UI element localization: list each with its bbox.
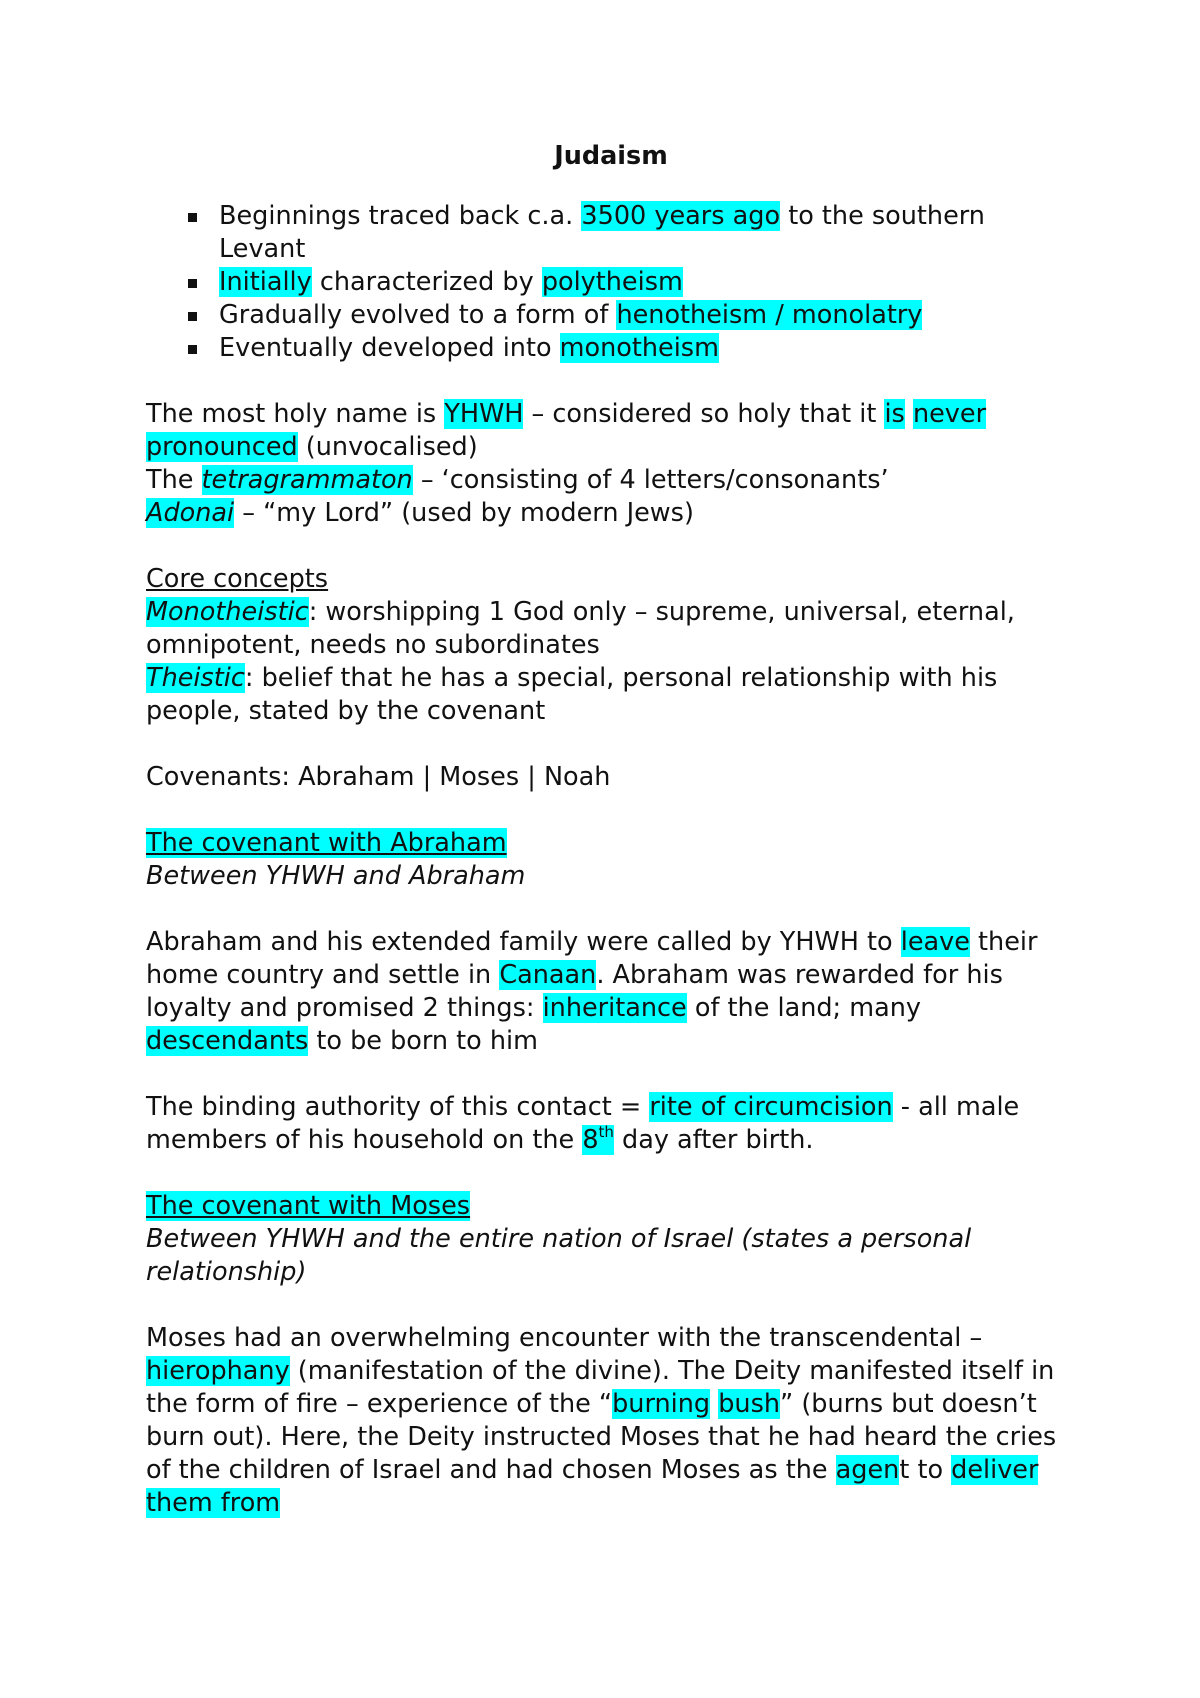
moses-heading: The covenant with Moses [146,1191,471,1221]
highlight: descendants [146,1026,309,1056]
highlight: bush [718,1389,781,1419]
highlight: never [912,399,987,429]
highlight: pronounced [146,432,298,462]
abraham-paragraph: Abraham and his extended family were called by YHWH to leave their home country and settle in Canaan. Abraham was rewarded for his loyalty and promised 2 things: inheritance of the land; many descendants to be born to him [146,927,1038,1056]
theistic-definition: Theistic: belief that he has a special, personal relationship with his people, stated by the covenant [146,663,998,726]
highlight: Theistic [146,663,245,693]
adonai-line: Adonai – “my Lord” (used by modern Jews) [146,498,694,528]
highlight: burning [612,1389,711,1419]
bullet-item: Initially characterized by polytheism [219,266,1076,299]
highlight: monotheism [559,333,719,363]
highlight: leave [900,927,970,957]
highlight: Adonai [146,498,235,528]
bullet-item: Eventually developed into monotheism [219,332,1076,365]
abraham-subheading: Between YHWH and Abraham [146,861,526,891]
monotheistic-definition: Monotheistic: worshipping 1 God only – supreme, universal, eternal, omnipotent, needs no subordinates [146,597,1015,660]
circumcision-paragraph: The binding authority of this contact = rite of circumcision - all male members of his household on the 8th day after birth. [146,1092,1020,1155]
intro-bullet-list [146,200,1076,365]
highlight: hierophany [146,1356,290,1386]
bullet-item: Beginnings traced back c.a. 3500 years ago to the southern Levant [219,200,1076,266]
tetragrammaton-line: The tetragrammaton – ‘consisting of 4 letters/consonants’ [146,465,889,495]
bullet-item: Gradually evolved to a form of henotheism / monolatry [219,299,1076,332]
highlight: polytheism [541,267,683,297]
highlight: inheritance [542,993,687,1023]
highlight: 8th [582,1123,614,1155]
abraham-heading: The covenant with Abraham [146,828,507,858]
highlight: Initially [219,267,312,297]
highlight: 3500 years ago [581,201,781,231]
highlight: rite of circumcision [649,1092,893,1122]
highlight: agen [835,1455,900,1485]
highlight: deliver them from [146,1455,1039,1518]
moses-subheading: Between YHWH and the entire nation of Israel (states a personal relationship) [146,1224,972,1287]
highlight: henotheism / monolatry [616,300,923,330]
highlight: tetragrammaton [201,465,413,495]
holy-name-paragraph: The most holy name is YHWH – considered so holy that it is never pronounced (unvocalised) [146,399,987,462]
covenants-line: Covenants: Abraham | Moses | Noah [146,762,611,792]
highlight: is [884,399,905,429]
document-page [146,140,1076,1520]
highlight: Canaan [499,960,597,990]
document-title: Judaism [554,141,668,171]
moses-paragraph: Moses had an overwhelming encounter with the transcendental – hierophany (manifestation of the divine). The Deity manifested itself in the form of fire – experience of the “burning bush” (burns but doesn’t burn out). Here, the Deity instructed Moses that he had heard the cries of the children of Israel and had chosen Moses as the agent to deliver them from [146,1323,1057,1518]
highlight: YHWH [444,399,524,429]
highlight: Monotheistic [146,597,309,627]
core-concepts-heading: Core concepts [146,564,329,594]
